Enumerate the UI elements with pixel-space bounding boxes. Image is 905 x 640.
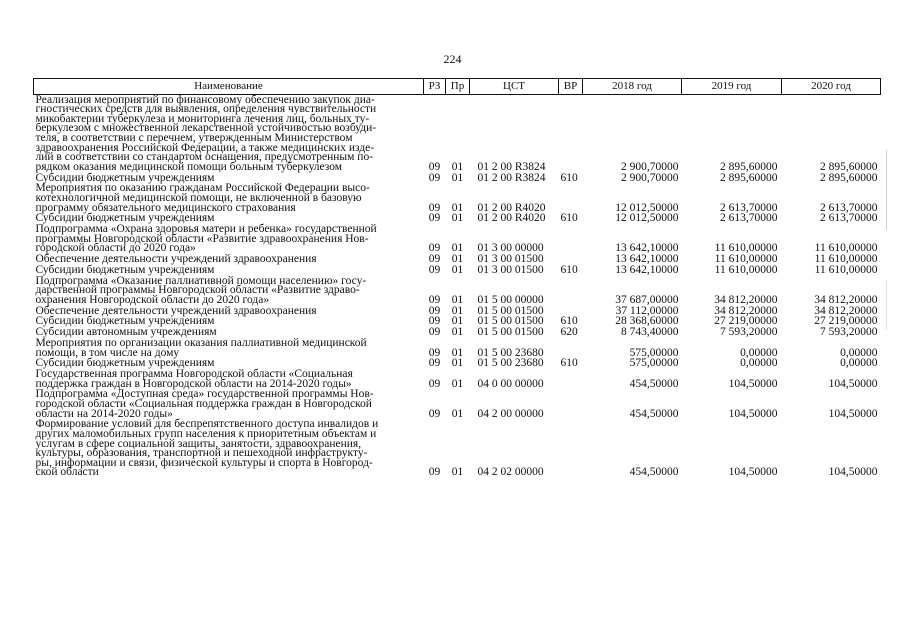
table-header-row [34, 79, 881, 95]
cell-2018: 2 900,70000 [621, 171, 679, 184]
cell-name-line: гностических средств для выявления, определения чувствительности [35, 103, 377, 116]
cell-cst: 01 5 00 01500 [477, 315, 544, 328]
budget-table [33, 78, 881, 479]
cell-vr: 610 [560, 357, 578, 370]
cell-cst: 01 5 00 01500 [477, 326, 544, 339]
cell-vr: 610 [560, 171, 578, 184]
cell-pr: 01 [451, 466, 464, 479]
table-row [34, 224, 881, 254]
cell-2020: 2 613,70000 [820, 212, 878, 225]
cell-2020: 27 219,00000 [814, 315, 878, 328]
cell-cst: 01 2 00 R4020 [477, 212, 546, 225]
cell-vr [559, 276, 583, 306]
cell-2018: 28 368,60000 [615, 315, 679, 328]
cell-2018: 37 112,00000 [615, 304, 679, 317]
cell-2018: 454,50000 [629, 377, 679, 390]
table-row [34, 276, 881, 306]
table-body [34, 95, 881, 479]
cell-2018: 575,00000 [629, 346, 679, 359]
cell-pr: 01 [451, 253, 464, 266]
cell-vr: 610 [560, 263, 578, 276]
cell-name-line: области на 2014-2020 годы» [35, 407, 173, 420]
cell-2019: 104,50000 [728, 407, 778, 420]
cell-2019: 2 613,70000 [720, 201, 778, 214]
cell-rz: 09 [428, 212, 441, 225]
table-row [34, 184, 881, 214]
cell-cst: 04 0 00 00000 [477, 377, 544, 390]
cell-name-line: программы Новгородской области «Развитие здравоохранения Нов- [35, 232, 369, 245]
cell-2019: 104,50000 [728, 466, 778, 479]
cell-cst: 01 3 00 01500 [477, 263, 544, 276]
cell-name-line: Субсидии бюджетным учреждениям [35, 315, 215, 328]
cell-name-line: Субсидии бюджетным учреждениям [35, 357, 215, 370]
cell-pr: 01 [451, 242, 464, 255]
cell-name-line: Подпрограмма «Охрана здоровья матери и ребенка» государственной [35, 223, 377, 236]
cell-2020: 7 593,20000 [820, 326, 878, 339]
cell-pr: 01 [451, 377, 464, 390]
cell-name-line: Субсидии бюджетным учреждениям [35, 263, 215, 276]
cell-2019: 27 219,00000 [714, 315, 778, 328]
cell-rz: 09 [428, 304, 441, 317]
cell-rz: 09 [428, 466, 441, 479]
cell-2020: 2 613,70000 [820, 201, 878, 214]
cell-cst: 04 2 02 00000 [477, 466, 544, 479]
cell-pr: 01 [451, 326, 464, 339]
cell-2020: 104,50000 [828, 377, 878, 390]
cell-pr: 01 [451, 304, 464, 317]
cell-2019: 2 613,70000 [720, 212, 778, 225]
header-2018: 2018 год [583, 79, 682, 95]
cell-2019: 2 895,60000 [720, 160, 778, 173]
cell-name-line: здравоохранения Российской Федерации, а также медицинских изде- [35, 141, 375, 154]
header-2020: 2020 год [782, 79, 881, 95]
cell-2020: 0,00000 [840, 346, 878, 359]
cell-2018: 575,00000 [629, 357, 679, 370]
cell-vr: 620 [560, 326, 578, 339]
cell-rz: 09 [428, 346, 441, 359]
cell-vr: 610 [560, 315, 578, 328]
cell-name-line: Реализация мероприятий по финансовому обеспечению закупок диа- [35, 93, 375, 106]
cell-2020: 11 610,00000 [814, 253, 878, 266]
table-row [34, 369, 881, 389]
cell-name-line: лий в соответствии со стандартом оснащения, предусмотренным по- [35, 151, 374, 164]
cell-name [34, 390, 424, 420]
cell-name-line: услугам в сфере социальной защиты, занятости, здравоохранения, [35, 437, 362, 450]
cell-2019: 11 610,00000 [714, 263, 778, 276]
cell-pr: 01 [451, 293, 464, 306]
cell-cst: 01 3 00 00000 [477, 242, 544, 255]
cell-cst: 01 3 00 01500 [477, 253, 544, 266]
cell-pr: 01 [451, 346, 464, 359]
header-name: Наименование [34, 79, 424, 95]
cell-cst: 01 5 00 23680 [477, 346, 544, 359]
cell-pr: 01 [451, 212, 464, 225]
cell-2019: 7 593,20000 [720, 326, 778, 339]
cell-name-line: ской области [35, 466, 99, 479]
cell-2019: 104,50000 [728, 377, 778, 390]
cell-name-line: поддержка граждан в Новгородской области на 2014-2020 годы» [35, 377, 352, 390]
cell-2020: 0,00000 [840, 357, 878, 370]
cell-2019: 34 812,20000 [714, 304, 778, 317]
cell-2019: 0,00000 [740, 346, 778, 359]
cell-2018: 13 642,10000 [615, 253, 679, 266]
cell-rz: 09 [428, 160, 441, 173]
header-cst: ЦСТ [470, 79, 559, 95]
cell-name-line: теля, в соответствии с перечнем, утвержденным Министерством [35, 131, 353, 144]
cell-name-line: рядком оказания медицинской помощи больным туберкулезом [35, 160, 343, 173]
table-row [34, 95, 881, 173]
scan-margin-line [886, 150, 887, 230]
cell-vr [559, 390, 583, 420]
cell-vr: 610 [560, 212, 578, 225]
cell-2018: 454,50000 [629, 466, 679, 479]
header-rz: РЗ [424, 79, 446, 95]
cell-name-line: Мероприятия по оказанию гражданам Российской Федерации высо- [35, 182, 370, 195]
cell-vr [559, 95, 583, 173]
cell-2019: 34 812,20000 [714, 293, 778, 306]
cell-pr: 01 [451, 407, 464, 420]
cell-name-line: Подпрограмма «Доступная среда» государственной программы Нов- [35, 388, 374, 401]
cell-name [34, 276, 424, 306]
cell-name [34, 95, 424, 173]
cell-rz: 09 [428, 171, 441, 184]
cell-2018: 454,50000 [629, 407, 679, 420]
cell-2018: 12 012,50000 [615, 201, 679, 214]
cell-name-line: котехнологичной медицинской помощи, не включенной в базовую [35, 191, 362, 204]
cell-name-line: Подпрограмма «Оказание паллиативной помощи населению» госу- [35, 274, 367, 287]
cell-name [34, 184, 424, 214]
table-row [34, 338, 881, 358]
cell-cst: 01 5 00 23680 [477, 357, 544, 370]
cell-cst: 01 2 00 R4020 [477, 201, 546, 214]
cell-2020: 11 610,00000 [814, 242, 878, 255]
cell-name-line: других маломобильных групп населения к приоритетным объектам и [35, 428, 377, 440]
cell-cst: 01 2 00 R3824 [477, 171, 546, 184]
cell-name-line: Формирование условий для беспрепятственного доступа инвалидов и [35, 418, 379, 431]
cell-pr: 01 [451, 201, 464, 214]
page-number: 224 [443, 52, 462, 66]
cell-2020: 104,50000 [828, 407, 878, 420]
header-pr: Пр [446, 79, 470, 95]
cell-cst: 01 5 00 01500 [477, 304, 544, 317]
cell-pr: 01 [451, 357, 464, 370]
cell-rz: 09 [428, 201, 441, 214]
cell-rz: 09 [428, 326, 441, 339]
cell-2018: 13 642,10000 [615, 242, 679, 255]
cell-rz: 09 [428, 357, 441, 370]
cell-name-line: ры, информации и связи, физической культуры и спорта в Новгород- [35, 456, 373, 469]
cell-name-line: культуры, образования, транспортной и пешеходной инфраструкту- [35, 447, 368, 460]
cell-2019: 11 610,00000 [714, 242, 778, 255]
cell-2018: 37 687,00000 [615, 293, 679, 306]
cell-2020: 34 812,20000 [814, 304, 878, 317]
cell-2020: 104,50000 [828, 466, 878, 479]
cell-name-line: микобактерии туберкулеза и мониторинга лечения лиц, больных ту- [35, 112, 370, 125]
cell-name-line: беркулезом с множественной лекарственной устойчивостью возбуди- [35, 122, 377, 135]
cell-2020: 2 895,60000 [820, 160, 878, 173]
cell-vr [559, 224, 583, 254]
cell-name-line: программу обязательного медицинского страхования [35, 201, 296, 214]
cell-rz: 09 [428, 242, 441, 255]
cell-vr [559, 420, 583, 479]
header-vr: ВР [559, 79, 583, 95]
cell-pr: 01 [451, 315, 464, 328]
cell-2018: 12 012,50000 [615, 212, 679, 225]
cell-2019: 0,00000 [740, 357, 778, 370]
cell-cst: 01 2 00 R3824 [477, 160, 546, 173]
cell-pr: 01 [451, 263, 464, 276]
cell-vr [559, 184, 583, 214]
cell-2020: 2 895,60000 [820, 171, 878, 184]
cell-name [34, 369, 424, 389]
cell-name-line: Обеспечение деятельности учреждений здравоохранения [35, 253, 317, 266]
cell-2018: 13 642,10000 [615, 263, 679, 276]
cell-2018: 8 743,40000 [621, 326, 679, 339]
cell-2020: 34 812,20000 [814, 293, 878, 306]
cell-2019: 11 610,00000 [714, 253, 778, 266]
cell-rz: 09 [428, 407, 441, 420]
cell-name-line: Государственная программа Новгородской области «Социальная [35, 368, 353, 381]
cell-name-line: Субсидии автономным учреждениям [35, 326, 217, 339]
cell-name-line: Субсидии бюджетным учреждениям [35, 212, 215, 225]
cell-rz: 09 [428, 293, 441, 306]
table-row [34, 390, 881, 420]
cell-2018: 2 900,70000 [621, 160, 679, 173]
cell-name-line: Обеспечение деятельности учреждений здравоохранения [35, 304, 317, 317]
cell-rz: 09 [428, 263, 441, 276]
cell-name [34, 224, 424, 254]
cell-name-line: городской области «Социальная поддержка граждан в Новгородской [35, 398, 372, 411]
cell-name-line: городской области до 2020 года» [35, 242, 196, 255]
cell-2019: 2 895,60000 [720, 171, 778, 184]
cell-vr [559, 369, 583, 389]
cell-name [34, 420, 424, 479]
cell-cst: 01 5 00 00000 [477, 293, 544, 306]
cell-vr [559, 338, 583, 358]
table-row [34, 420, 881, 479]
cell-name-line: дарственной программы Новгородской области «Развитие здраво- [35, 284, 360, 297]
header-2019: 2019 год [682, 79, 782, 95]
cell-2020: 11 610,00000 [814, 263, 878, 276]
cell-pr: 01 [451, 171, 464, 184]
cell-name [34, 338, 424, 358]
cell-name-line: охранения Новгородской области до 2020 года» [35, 293, 270, 306]
cell-cst: 04 2 00 00000 [477, 407, 544, 420]
cell-pr: 01 [451, 160, 464, 173]
cell-name-line: Субсидии бюджетным учреждениям [35, 171, 215, 184]
cell-rz: 09 [428, 315, 441, 328]
scan-margin-line [886, 280, 887, 330]
cell-rz: 09 [428, 377, 441, 390]
cell-name-line: Мероприятия по организации оказания паллиативной медицинской [35, 336, 367, 349]
cell-rz: 09 [428, 253, 441, 266]
cell-name-line: помощи, в том числе на дому [35, 346, 180, 359]
